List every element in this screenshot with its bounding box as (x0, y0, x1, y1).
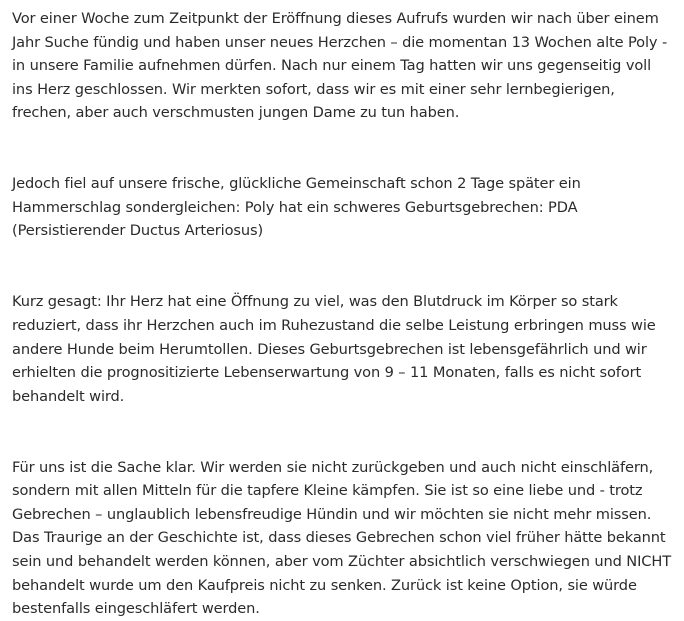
article-body (12, 7, 676, 621)
paragraph-diagnosis: Jedoch fiel auf unsere frische, glückliche Gemeinschaft schon 2 Tage später ein Hammerschlag sondergleichen: Poly hat ein schweres Geburtsgebrechen: PDA (Persistierender Ductus Arteriosus) (12, 175, 581, 240)
paragraph-decision: Für uns ist die Sache klar. Wir werden sie nicht zurückgeben und auch nicht einschläfern, sondern mit allen Mitteln für die tapfere Kleine kämpfen. Sie ist so eine liebe und - trotz Gebrechen – unglaublich lebensfreudige Hündin und wir möchten sie nicht mehr missen. Das Traurige an der Geschichte ist, dass dieses Gebrechen schon viel früher hätte bekannt sein und behandelt werden können, aber vom Züchter absichtlich verschwiegen und NICHT behandelt wurde um den Kaufpreis nicht zu senken. Zurück ist keine Option, sie würde bestenfalls eingeschläfert werden. (12, 458, 671, 618)
paragraph-explanation: Kurz gesagt: Ihr Herz hat eine Öffnung zu viel, was den Blutdruck im Körper so stark reduziert, dass ihr Herzchen auch im Ruhezustand die selbe Leistung erbringen muss wie andere Hunde beim Herumtollen. Dieses Geburtsgebrechen ist lebensgefährlich und wir erhielten die prognositizierte Lebenserwartung von 9 – 11 Monaten, falls es nicht sofort behandelt wird. (12, 293, 656, 405)
paragraph-intro: Vor einer Woche zum Zeitpunkt der Eröffnung dieses Aufrufs wurden wir nach über einem Jahr Suche fündig und haben unser neues Herzchen – die momentan 13 Wochen alte Poly - in unsere Familie aufnehmen dürfen. Nach nur einem Tag hatten wir uns gegenseitig voll ins Herz geschlossen. Wir merkten sofort, dass wir es mit einer sehr lernbegierigen, frechen, aber auch verschmusten jungen Dame zu tun haben. (12, 10, 668, 122)
